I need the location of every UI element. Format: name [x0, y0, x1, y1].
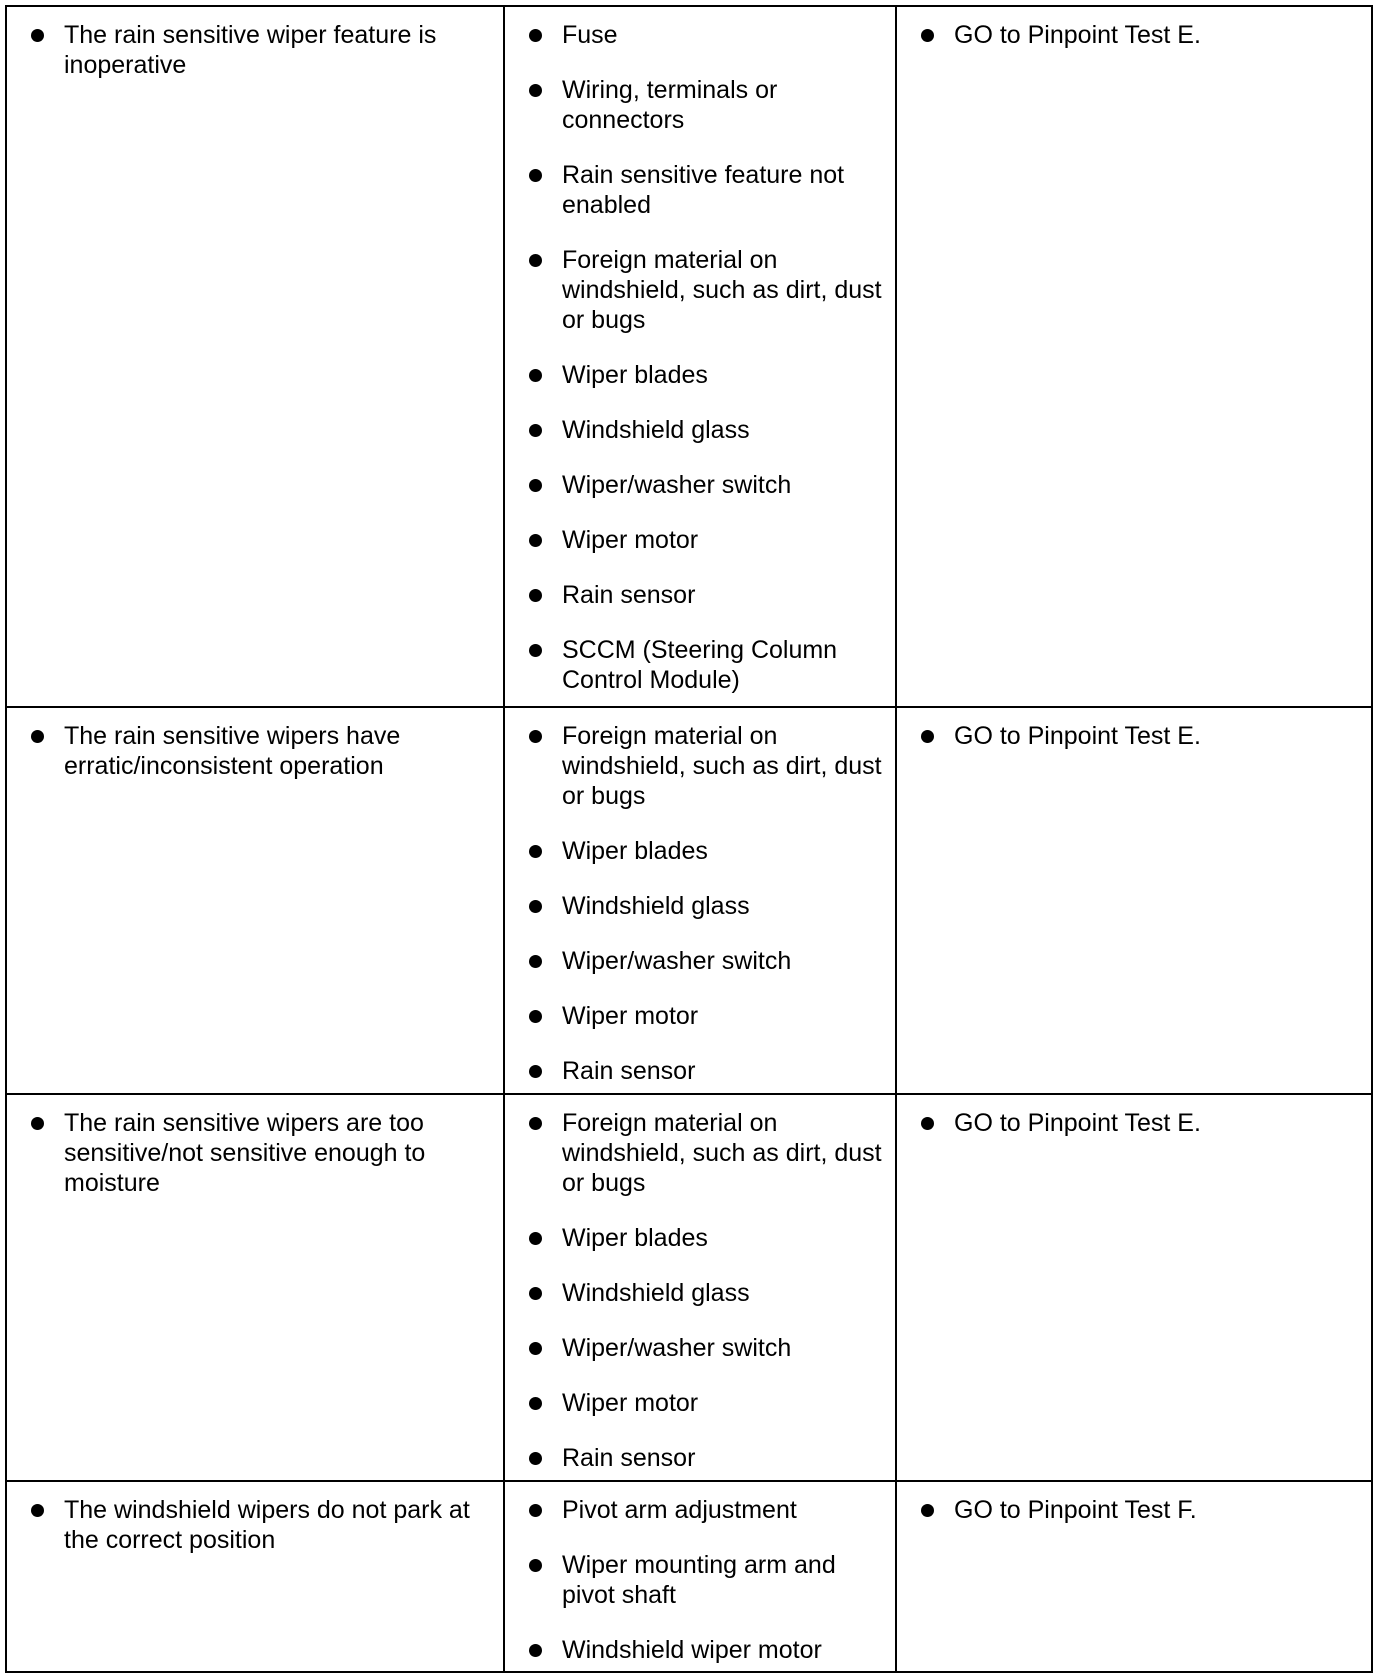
causes-cell — [504, 6, 896, 707]
causes-cell — [504, 707, 896, 1094]
cause-text: Windshield glass — [562, 416, 750, 444]
cause-text: Wiper blades — [562, 361, 708, 389]
bullet-icon — [529, 479, 542, 492]
cause-text: Windshield glass — [562, 892, 750, 920]
bullet-icon — [529, 1559, 542, 1572]
cause-item — [527, 946, 885, 976]
cause-item — [527, 245, 885, 335]
cause-text: Rain sensor — [562, 581, 696, 609]
bullet-icon — [529, 1117, 542, 1130]
cause-item — [527, 891, 885, 921]
bullet-icon — [529, 1287, 542, 1300]
cause-text: Windshield wiper motor — [562, 1636, 822, 1664]
bullet-icon — [529, 1644, 542, 1657]
table-row — [6, 1481, 1372, 1672]
cause-item — [527, 1550, 885, 1610]
bullet-icon — [529, 369, 542, 382]
cause-item — [527, 470, 885, 500]
table-row — [6, 707, 1372, 1094]
bullet-icon — [529, 955, 542, 968]
table-row — [6, 6, 1372, 707]
bullet-icon — [31, 1504, 44, 1517]
action-cell — [896, 707, 1372, 1094]
symptom-text: The rain sensitive wipers have erratic/inconsistent operation — [64, 722, 401, 780]
bullet-icon — [529, 169, 542, 182]
cause-text: Wiper/washer switch — [562, 471, 792, 499]
action-cell — [896, 6, 1372, 707]
symptom-cell — [6, 1481, 504, 1672]
cause-item — [527, 721, 885, 811]
action-text: GO to Pinpoint Test E. — [954, 21, 1201, 49]
bullet-icon — [529, 254, 542, 267]
action-item — [919, 20, 1361, 50]
cause-item — [527, 1278, 885, 1308]
causes-cell — [504, 1094, 896, 1481]
symptom-text: The rain sensitive wipers are too sensitive/not sensitive enough to moisture — [64, 1109, 426, 1197]
cause-text: Rain sensitive feature not enabled — [562, 161, 845, 219]
cause-item — [527, 635, 885, 695]
cause-item — [527, 1333, 885, 1363]
bullet-icon — [529, 730, 542, 743]
cause-text: Wiper motor — [562, 526, 699, 554]
cause-item — [527, 1635, 885, 1665]
bullet-icon — [529, 1452, 542, 1465]
cause-item — [527, 525, 885, 555]
causes-cell — [504, 1481, 896, 1672]
cause-text: Wiper/washer switch — [562, 1334, 792, 1362]
cause-text: Wiper/washer switch — [562, 947, 792, 975]
cause-text: Foreign material on windshield, such as dirt, dust or bugs — [562, 1109, 882, 1197]
bullet-icon — [921, 1117, 934, 1130]
bullet-icon — [31, 1117, 44, 1130]
bullet-icon — [921, 730, 934, 743]
cause-text: Foreign material on windshield, such as dirt, dust or bugs — [562, 722, 882, 810]
table-row — [6, 1094, 1372, 1481]
cause-item — [527, 1001, 885, 1031]
cause-item — [527, 1056, 885, 1086]
action-item — [919, 721, 1361, 751]
cause-text: Fuse — [562, 21, 618, 49]
symptom-item — [29, 1495, 493, 1555]
cause-item — [527, 836, 885, 866]
bullet-icon — [529, 1010, 542, 1023]
symptom-cell — [6, 1094, 504, 1481]
action-item — [919, 1495, 1361, 1525]
symptom-text: The windshield wipers do not park at the correct position — [64, 1496, 470, 1554]
cause-text: Pivot arm adjustment — [562, 1496, 797, 1524]
bullet-icon — [529, 29, 542, 42]
cause-item — [527, 1108, 885, 1198]
action-text: GO to Pinpoint Test E. — [954, 1109, 1201, 1137]
symptom-chart-table — [5, 5, 1373, 1673]
bullet-icon — [529, 1232, 542, 1245]
cause-text: Wiper mounting arm and pivot shaft — [562, 1551, 836, 1609]
cause-text: Foreign material on windshield, such as dirt, dust or bugs — [562, 246, 882, 334]
cause-text: Wiper motor — [562, 1389, 699, 1417]
bullet-icon — [529, 1065, 542, 1078]
bullet-icon — [31, 730, 44, 743]
action-text: GO to Pinpoint Test E. — [954, 722, 1201, 750]
cause-text: Wiper blades — [562, 1224, 708, 1252]
bullet-icon — [529, 1397, 542, 1410]
symptom-cell — [6, 707, 504, 1094]
cause-item — [527, 360, 885, 390]
cause-text: Windshield glass — [562, 1279, 750, 1307]
cause-text: Rain sensor — [562, 1057, 696, 1085]
bullet-icon — [529, 534, 542, 547]
symptom-text: The rain sensitive wiper feature is inoperative — [64, 21, 437, 79]
bullet-icon — [921, 1504, 934, 1517]
cause-item — [527, 415, 885, 445]
bullet-icon — [529, 589, 542, 602]
cause-text: SCCM (Steering Column Control Module) — [562, 636, 838, 694]
bullet-icon — [529, 84, 542, 97]
symptom-item — [29, 20, 493, 80]
cause-item — [527, 1388, 885, 1418]
cause-item — [527, 580, 885, 610]
symptom-item — [29, 1108, 493, 1198]
action-cell — [896, 1094, 1372, 1481]
bullet-icon — [529, 424, 542, 437]
cause-item — [527, 1443, 885, 1473]
cause-text: Rain sensor — [562, 1444, 696, 1472]
bullet-icon — [921, 29, 934, 42]
cause-item — [527, 75, 885, 135]
bullet-icon — [529, 1504, 542, 1517]
action-text: GO to Pinpoint Test F. — [954, 1496, 1197, 1524]
bullet-icon — [529, 845, 542, 858]
action-item — [919, 1108, 1361, 1138]
cause-item — [527, 1495, 885, 1525]
cause-text: Wiring, terminals or connectors — [562, 76, 778, 134]
symptom-item — [29, 721, 493, 781]
cause-text: Wiper blades — [562, 837, 708, 865]
bullet-icon — [529, 900, 542, 913]
bullet-icon — [31, 29, 44, 42]
symptom-cell — [6, 6, 504, 707]
cause-item — [527, 20, 885, 50]
cause-item — [527, 1223, 885, 1253]
bullet-icon — [529, 644, 542, 657]
cause-text: Wiper motor — [562, 1002, 699, 1030]
bullet-icon — [529, 1342, 542, 1355]
cause-item — [527, 160, 885, 220]
action-cell — [896, 1481, 1372, 1672]
